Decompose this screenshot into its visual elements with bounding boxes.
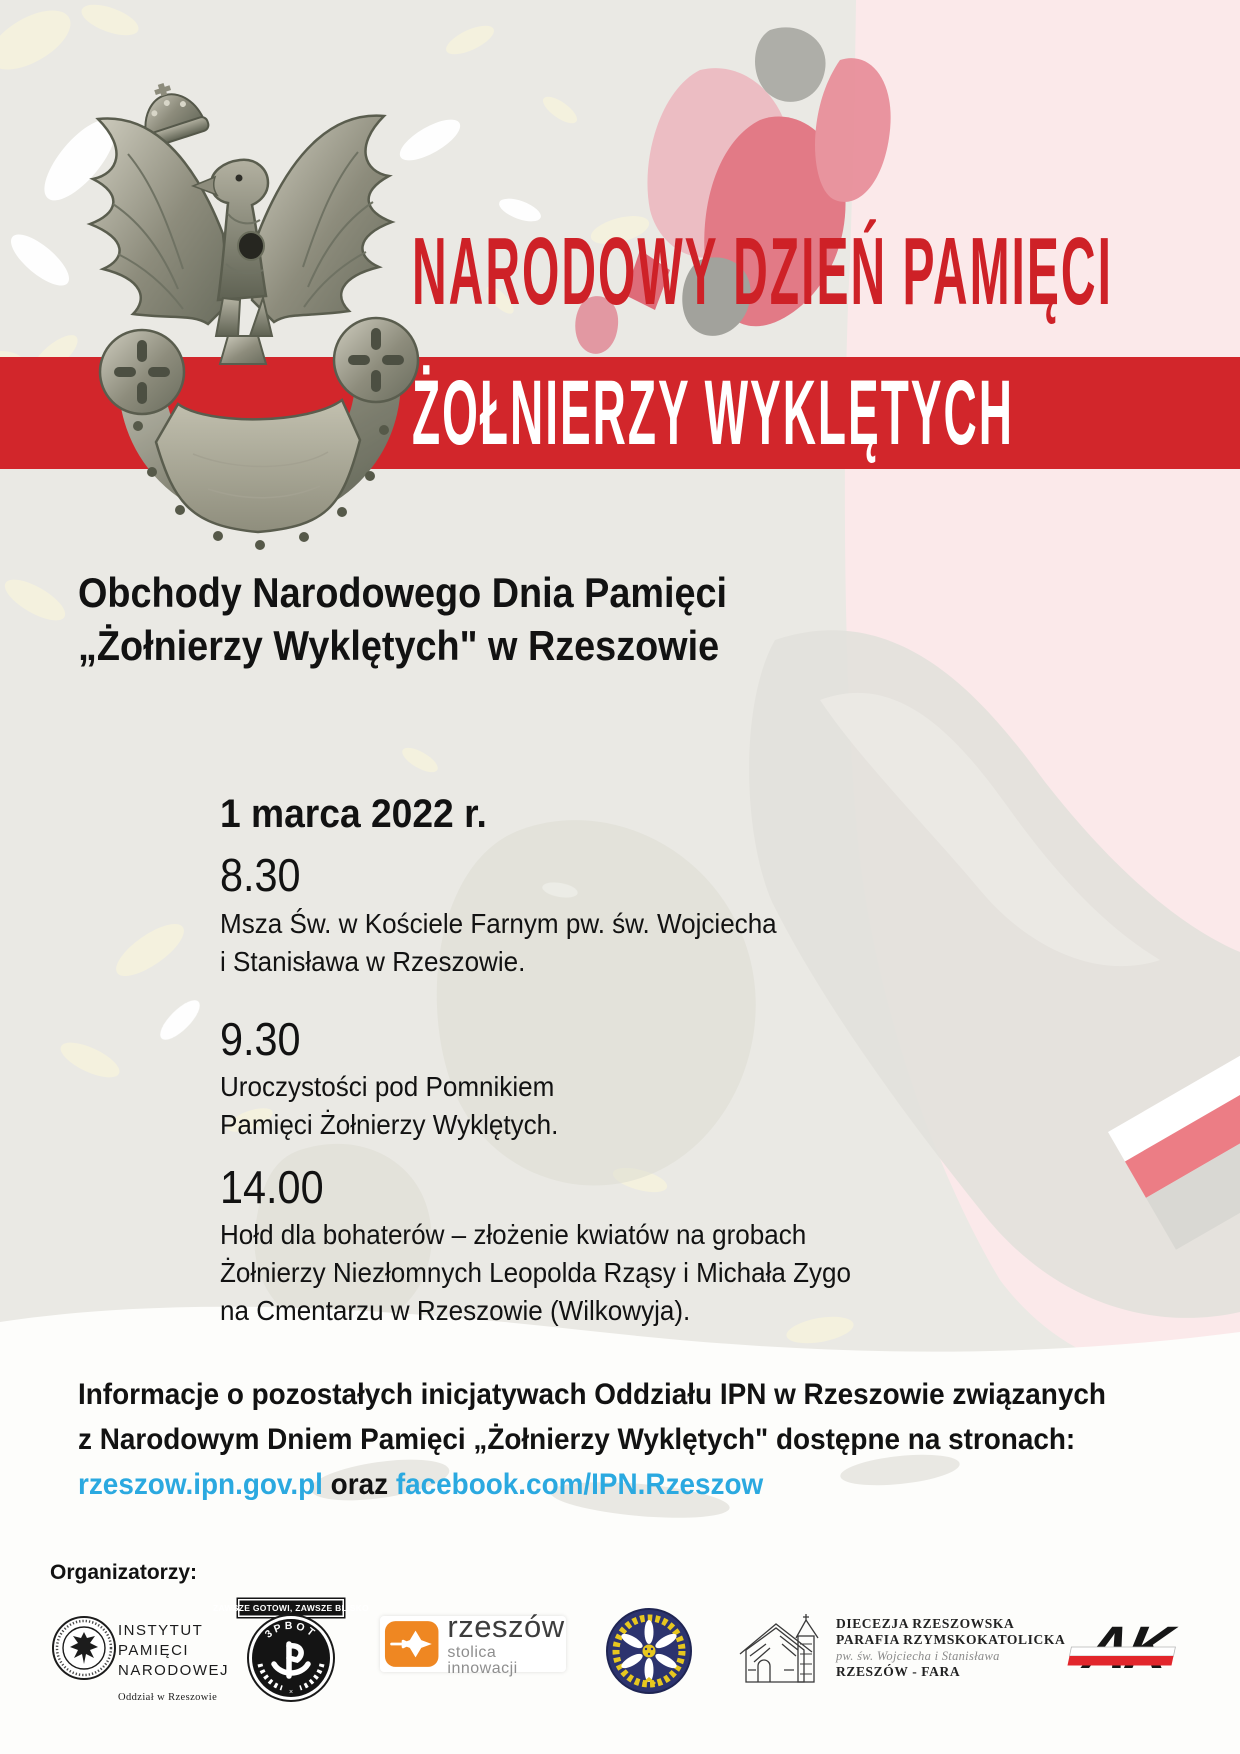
info-line2: z Narodowym Dniem Pamięci „Żołnierzy Wyklętych" dostępne na stronach:: [78, 1423, 1076, 1456]
ipn-website-link[interactable]: rzeszow.ipn.gov.pl: [78, 1468, 323, 1501]
rzeszow-city-name: rzeszów: [447, 1609, 565, 1644]
schedule-time-1: 8.30: [220, 849, 301, 901]
schedule-desc-2: Uroczystości pod Pomnikiem Pamięci Żołnierzy Wyklętych.: [220, 1071, 559, 1140]
svg-text:×: ×: [288, 1689, 294, 1696]
links-separator: [323, 1468, 331, 1501]
rzeszow-city-tagline: stolica innowacji: [447, 1644, 518, 1677]
poster-title-line1-text: NARODOWY DZIEŃ PAMIĘCI: [412, 218, 1113, 325]
horseshoe-disc-right: [334, 318, 418, 402]
brigade-motto-banner: ZAWSZE GOTOWI, ZAWSZE BLISKO: [238, 1599, 344, 1617]
info-line1: Informacje o pozostałych inicjatywach Oddziału IPN w Rzeszowie związanych: [78, 1378, 1106, 1411]
rzeszow-city-logo: [380, 1609, 566, 1677]
poster-title-line2-text: ŻOŁNIERZY WYKLĘTYCH: [412, 361, 1014, 464]
event-date: 1 marca 2022 r.: [220, 792, 487, 836]
info-paragraph: [78, 1372, 1183, 1507]
poster-title-line2: [412, 357, 1240, 469]
facebook-link[interactable]: facebook.com/IPN.Rzeszow: [395, 1468, 764, 1501]
info-links-line: rzeszow.ipn.gov.pl oraz facebook.com/IPN.Rzeszow: [78, 1468, 764, 1501]
diocese-text: DIECEZJA RZESZOWSKA PARAFIA RZYMSKOKATOLICKA pw. św. Wojciecha i Stanisława RZESZÓW - FARA: [836, 1616, 1066, 1679]
schedule-desc-3: Hołd dla bohaterów – złożenie kwiatów na grobach Żołnierzy Niezłomnych Leopolda Rząsy i Michała Zygo na Cmentarzu w Rzeszowie (Wilkowyja).: [220, 1219, 852, 1326]
ipn-name: INSTYTUT PAMIĘCI NARODOWEJ Oddział w Rzeszowie: [118, 1621, 229, 1708]
svg-text:3PBOT: 3PBOT: [262, 1619, 320, 1641]
schedule-time-2: 9.30: [220, 1013, 301, 1065]
rzeszow-city-icon: [384, 1619, 439, 1669]
organizers-label: Organizatorzy:: [50, 1561, 198, 1584]
poster-title-line1: [412, 218, 1240, 325]
parish-church-sketch: [736, 1610, 832, 1688]
territorial-brigade-badge-logo: [246, 1612, 336, 1702]
military-eagle-badge-illustration: [58, 74, 423, 566]
ipn-branch-subtitle: Oddział w Rzeszowie: [118, 1692, 218, 1703]
armia-krajowa-logo: [1056, 1616, 1186, 1682]
ipn-seal-logo: [50, 1614, 118, 1682]
event-heading: [78, 566, 799, 672]
schedule-desc-1: Msza Św. w Kościele Farnym pw. św. Wojciecha i Stanisława w Rzeszowie.: [220, 908, 777, 977]
event-heading-line2: „Żołnierzy Wyklętych" w Rzeszowie: [78, 622, 720, 669]
schedule-time-3: 14.00: [220, 1161, 324, 1213]
edelweiss-brigade-emblem: [606, 1608, 692, 1694]
horseshoe-disc-left: [100, 330, 184, 414]
event-heading-line1: Obchody Narodowego Dnia Pamięci: [78, 569, 728, 616]
